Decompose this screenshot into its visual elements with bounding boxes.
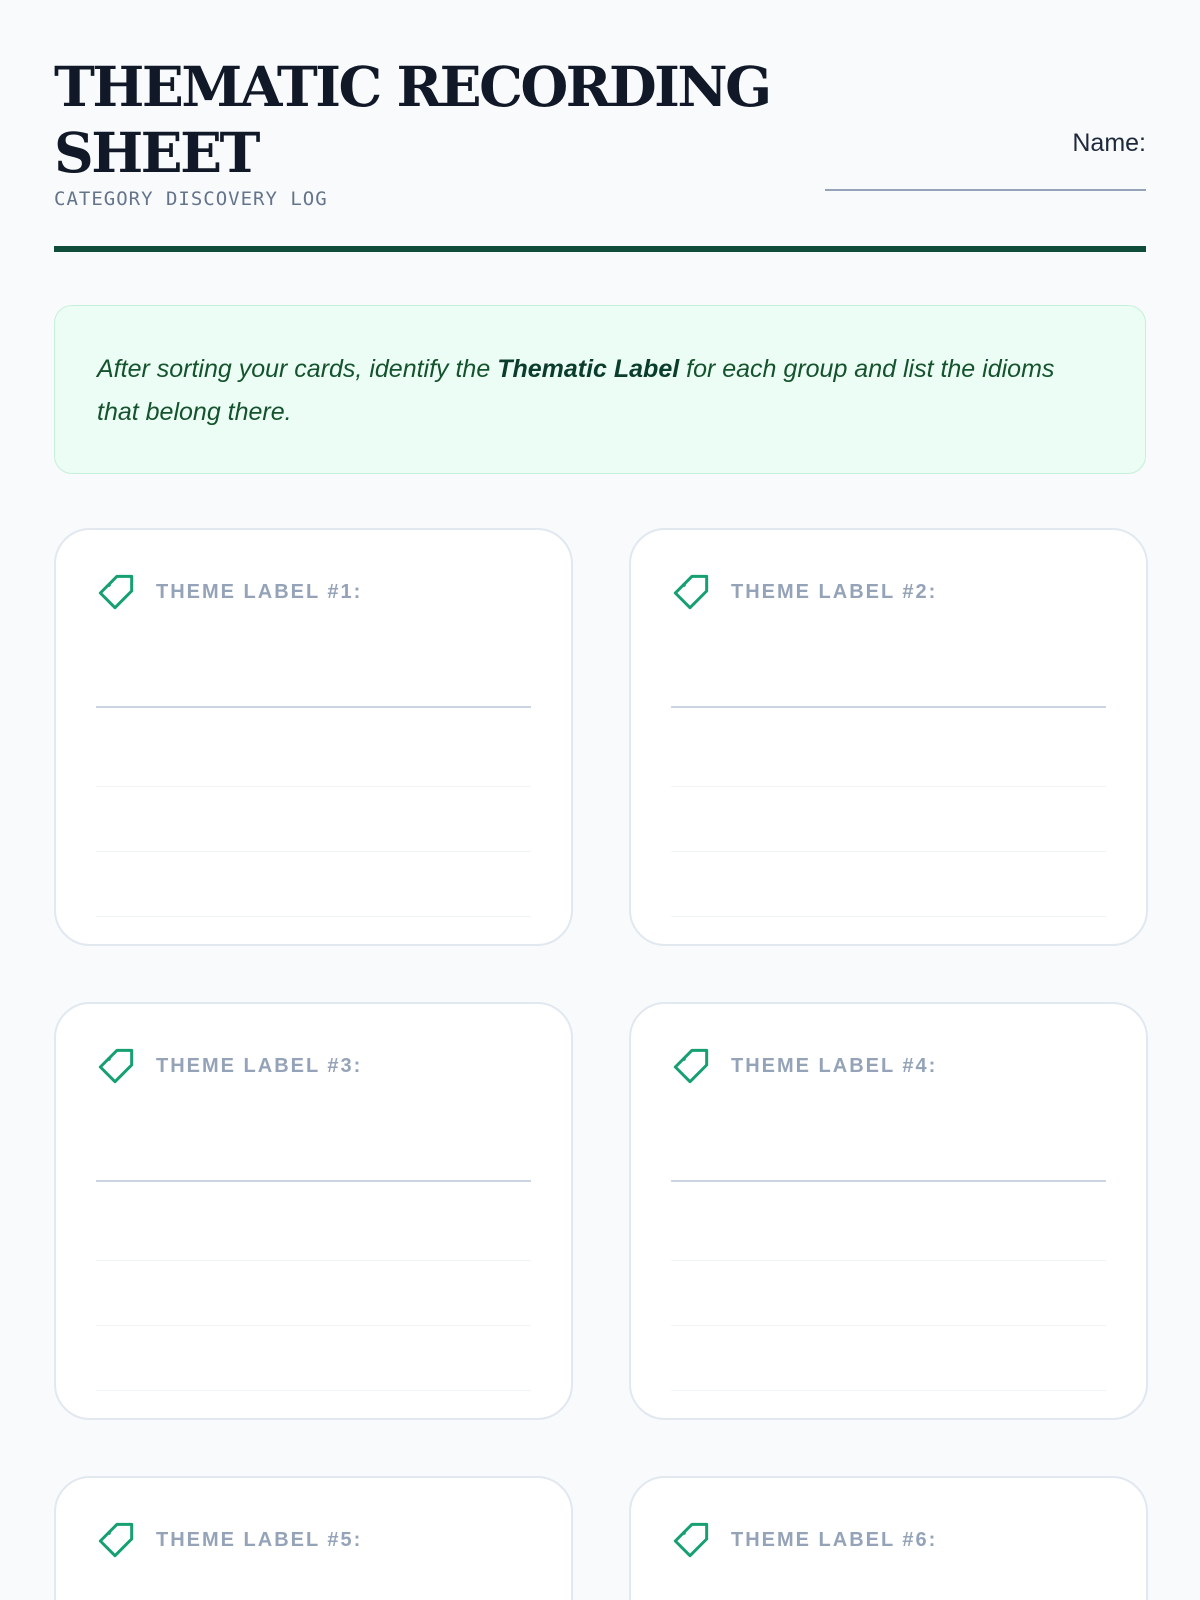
page-title: THEMATIC RECORDING SHEET <box>54 54 770 185</box>
instructions-box <box>54 305 1146 474</box>
theme-label-title: THEME LABEL #3: <box>156 1054 363 1077</box>
name-field <box>825 129 1146 191</box>
instructions-text-end: for each group and list the idioms that belong there. <box>97 355 1055 426</box>
theme-card-3 <box>54 1002 573 1420</box>
theme-card-grid <box>54 528 1146 1600</box>
header-divider <box>54 246 1146 252</box>
instructions-text-start: After sorting your cards, identify the <box>97 355 498 383</box>
theme-card-5 <box>54 1476 573 1600</box>
idiom-line[interactable] <box>671 1260 1106 1261</box>
tag-icon <box>96 1046 136 1086</box>
idiom-line[interactable] <box>96 1325 531 1326</box>
idiom-line[interactable] <box>96 916 531 917</box>
idiom-line[interactable] <box>96 786 531 787</box>
tag-icon <box>671 1046 711 1086</box>
theme-card-6 <box>629 1476 1148 1600</box>
idiom-line[interactable] <box>671 916 1106 917</box>
tag-icon <box>671 1520 711 1560</box>
theme-label-input-line[interactable] <box>671 706 1106 708</box>
theme-label-title: THEME LABEL #5: <box>156 1528 363 1551</box>
theme-card-2 <box>629 528 1148 946</box>
theme-card-4 <box>629 1002 1148 1420</box>
header <box>54 54 1146 251</box>
tag-icon <box>96 572 136 612</box>
idiom-line[interactable] <box>671 1390 1106 1391</box>
idiom-line[interactable] <box>671 786 1106 787</box>
theme-label-input-line[interactable] <box>671 1180 1106 1182</box>
tag-icon <box>96 1520 136 1560</box>
theme-label-title: THEME LABEL #2: <box>731 580 938 603</box>
name-label: Name: <box>1072 129 1146 157</box>
tag-icon <box>671 572 711 612</box>
theme-label-input-line[interactable] <box>96 706 531 708</box>
theme-card-1 <box>54 528 573 946</box>
idiom-line[interactable] <box>671 1325 1106 1326</box>
idiom-line[interactable] <box>671 851 1106 852</box>
idiom-line[interactable] <box>96 851 531 852</box>
theme-label-input-line[interactable] <box>96 1180 531 1182</box>
theme-label-title: THEME LABEL #6: <box>731 1528 938 1551</box>
instructions-emphasis: Thematic Label <box>497 355 680 383</box>
theme-label-title: THEME LABEL #4: <box>731 1054 938 1077</box>
page-subtitle: CATEGORY DISCOVERY LOG <box>54 188 328 210</box>
theme-label-title: THEME LABEL #1: <box>156 580 363 603</box>
name-input-line[interactable] <box>825 189 1146 191</box>
idiom-line[interactable] <box>96 1260 531 1261</box>
idiom-line[interactable] <box>96 1390 531 1391</box>
